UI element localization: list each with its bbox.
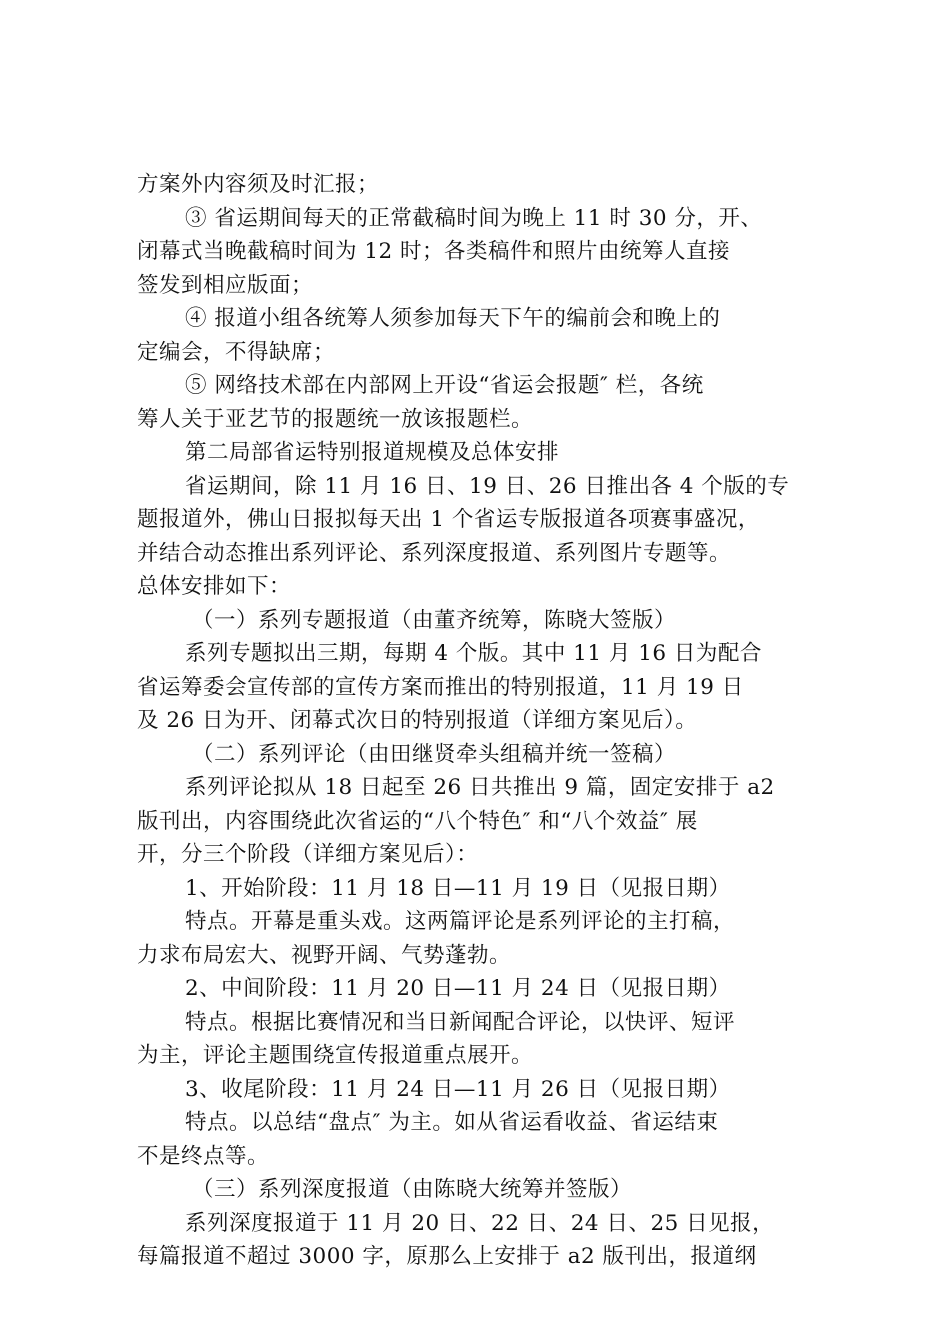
text-line: 及 26 日为开、闭幕式次日的特别报道（详细方案见后）。 bbox=[137, 708, 698, 733]
text-line: 特点。以总结“盘点″ 为主。如从省运看收益、省运结束 bbox=[185, 1110, 719, 1135]
text-line: 系列专题拟出三期，每期 4 个版。其中 11 月 16 日为配合 bbox=[185, 641, 762, 666]
stage-heading: 3、收尾阶段：11 月 24 日—11 月 26 日（见报日期） bbox=[185, 1076, 731, 1102]
text-line: 总体安排如下： bbox=[137, 574, 292, 599]
section-heading: 第二局部省运特别报道规模及总体安排 bbox=[185, 440, 560, 465]
text-line: 为主，评论主题围绕宣传报道重点展开。 bbox=[137, 1043, 534, 1068]
text-line: ④ 报道小组各统筹人须参加每天下午的编前会和晚上的 bbox=[185, 306, 721, 331]
text-line: 闭幕式当晚截稿时间为 12 时；各类稿件和照片由统筹人直接 bbox=[137, 239, 731, 264]
stage-heading: 1、开始阶段：11 月 18 日—11 月 19 日（见报日期） bbox=[185, 875, 731, 901]
subsection-heading: （二）系列评论（由田继贤牵头组稿并统一签稿） bbox=[192, 741, 677, 767]
text-line: 特点。根据比赛情况和当日新闻配合评论，以快评、短评 bbox=[185, 1009, 736, 1035]
text-line: 系列深度报道于 11 月 20 日、22 日、24 日、25 日见报， bbox=[185, 1210, 775, 1236]
text-line: 省运期间，除 11 月 16 日、19 日、26 日推出各 4 个版的专 bbox=[185, 473, 790, 499]
text-line: ③ 省运期间每天的正常截稿时间为晚上 11 时 30 分，开、 bbox=[185, 205, 763, 231]
text-line: 开，分三个阶段（详细方案见后）： bbox=[137, 842, 479, 867]
text-line: 特点。开幕是重头戏。这两篇评论是系列评论的主打稿， bbox=[185, 909, 736, 934]
text-line: 定编会，不得缺席； bbox=[137, 339, 336, 365]
text-line: 省运筹委会宣传部的宣传方案而推出的特别报道，11 月 19 日 bbox=[137, 674, 744, 700]
text-line: 题报道外，佛山日报拟每天出 1 个省运专版报道各项赛事盛况， bbox=[137, 507, 760, 532]
document-body bbox=[137, 168, 837, 1274]
stage-heading: 2、中间阶段：11 月 20 日—11 月 24 日（见报日期） bbox=[185, 976, 731, 1001]
text-line: 签发到相应版面； bbox=[137, 272, 314, 298]
text-line: 并结合动态推出系列评论、系列深度报道、系列图片专题等。 bbox=[137, 540, 732, 566]
subsection-heading: （一）系列专题报道（由董齐统筹，陈晓大签版） bbox=[192, 607, 677, 633]
subsection-heading: （三）系列深度报道（由陈晓大统筹并签版） bbox=[192, 1177, 633, 1202]
text-line: 版刊出，内容围绕此次省运的“八个特色″ 和“八个效益″ 展 bbox=[137, 808, 698, 834]
text-line: 系列评论拟从 18 日起至 26 日共推出 9 篇，固定安排于 a2 bbox=[185, 775, 775, 800]
text-line: 筹人关于亚艺节的报题统一放该报题栏。 bbox=[137, 406, 534, 432]
text-line: 每篇报道不超过 3000 字，原那么上安排于 a2 版刊出，报道纲 bbox=[137, 1244, 757, 1269]
text-line: ⑤ 网络技术部在内部网上开设“省运会报题″ 栏，各统 bbox=[185, 373, 704, 398]
text-line: 力求布局宏大、视野开阔、气势蓬勃。 bbox=[137, 942, 512, 968]
text-line: 不是终点等。 bbox=[137, 1143, 270, 1169]
text-line: 方案外内容须及时汇报； bbox=[137, 172, 380, 197]
